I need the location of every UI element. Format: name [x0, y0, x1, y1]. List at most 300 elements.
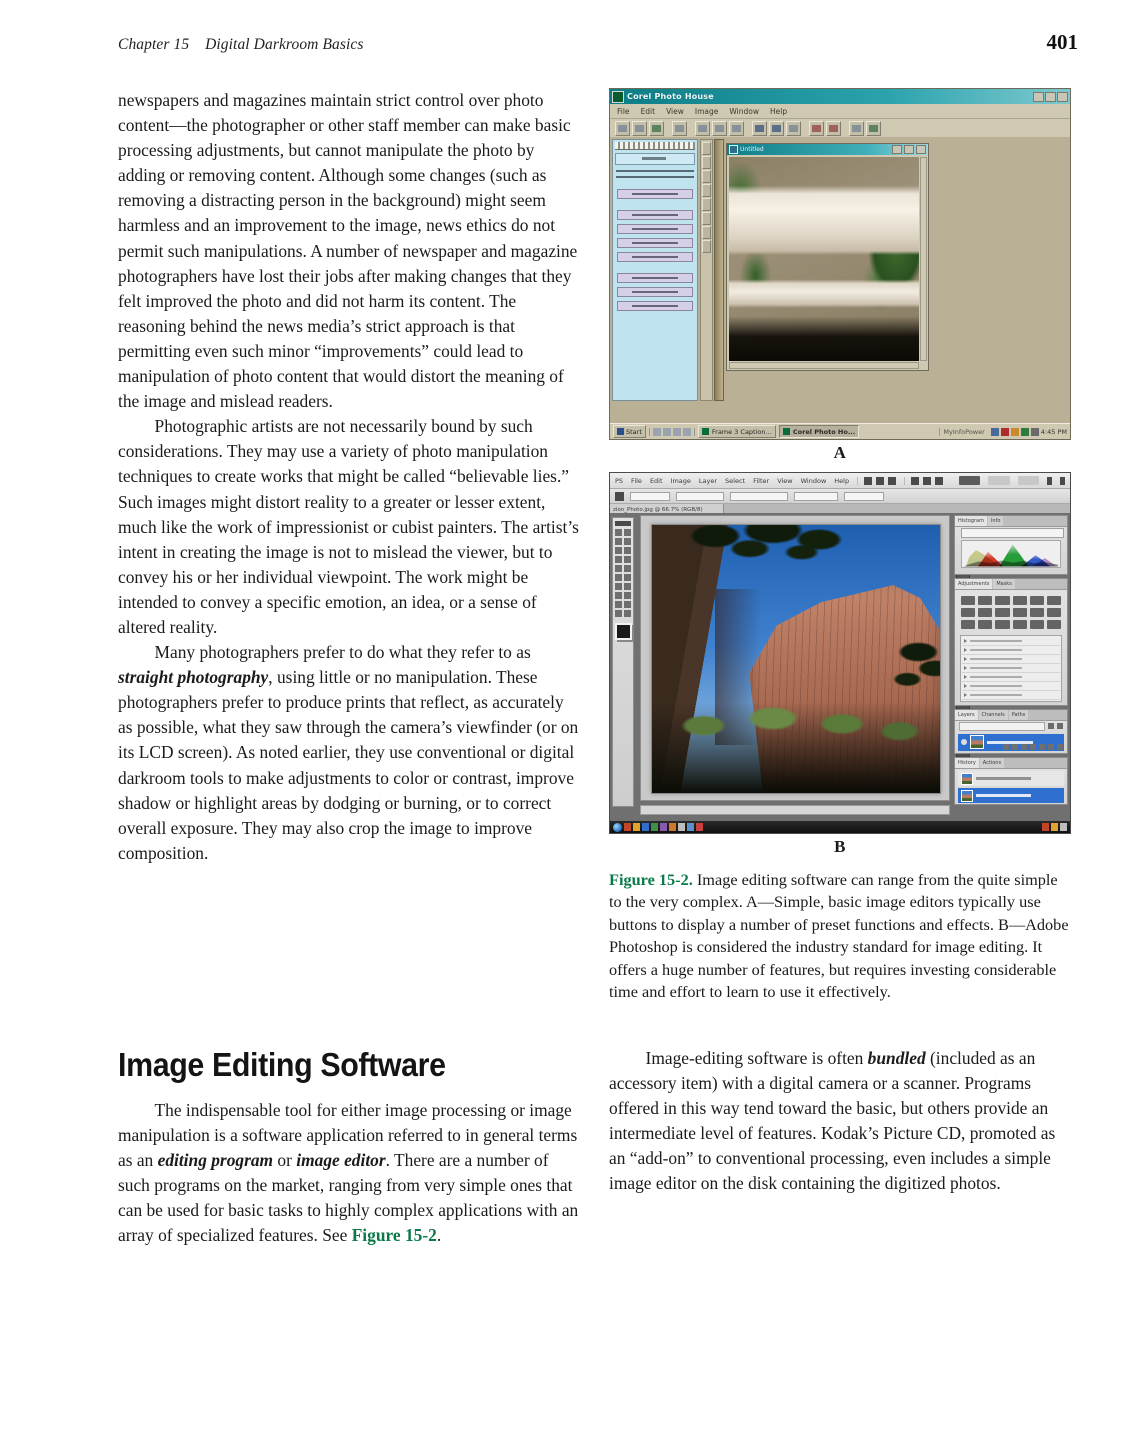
tray-update-icon[interactable]: [1011, 428, 1019, 436]
minimize-button[interactable]: [1033, 92, 1044, 102]
notebook-button-open-an-image[interactable]: [617, 210, 693, 220]
open-file-icon[interactable]: [632, 121, 647, 136]
photoshop-image-canvas[interactable]: [651, 524, 941, 794]
gradient-tool-icon[interactable]: [624, 574, 631, 581]
history-state-name: [976, 794, 1031, 797]
section-left-part-a: The indispensable tool for either image processing or image manipulation is a software application referred to in general terms as an: [118, 1099, 578, 1170]
adjustments-panel: [954, 578, 1068, 706]
notebook-button-save-image-as[interactable]: [617, 273, 693, 283]
save-file-icon[interactable]: [649, 121, 664, 136]
preset-list-item[interactable]: [962, 673, 1060, 682]
quick-launch-ie-icon[interactable]: [653, 428, 661, 436]
invert-icon[interactable]: [1030, 608, 1044, 617]
toolbox-row: [615, 592, 631, 599]
tab-paths[interactable]: Paths: [1009, 710, 1029, 720]
notebook-icon[interactable]: [849, 121, 864, 136]
figure-reference-link[interactable]: Figure 15-2: [351, 1225, 437, 1246]
figure-15-2: [609, 88, 1071, 1003]
running-head: [118, 30, 1078, 56]
paint-icon[interactable]: [826, 121, 841, 136]
notebook-panel-title: [615, 153, 695, 165]
tool-opacity-field[interactable]: [794, 492, 838, 501]
toolbox-row: [615, 547, 631, 554]
history-state-name: [976, 777, 1031, 780]
blend-mode-select[interactable]: [959, 722, 1045, 731]
toolbox-grip[interactable]: [615, 521, 631, 526]
toolbox-row: [615, 583, 631, 590]
history-panel-tabs: [955, 758, 1067, 769]
tab-masks[interactable]: Masks: [993, 579, 1014, 589]
tab-channels[interactable]: Channels: [979, 710, 1008, 720]
eyedropper-tool-icon[interactable]: [624, 547, 631, 554]
taskbar-pinned-icon[interactable]: [669, 823, 676, 831]
preset-list-item[interactable]: [962, 691, 1060, 700]
shape-tool-icon[interactable]: [624, 601, 631, 608]
section-left-part-c: . There are a number of such programs on the market, ranging from very simple ones that can be used for basic tasks to highly complex applications with an array of specialized features. See: [118, 1149, 579, 1246]
hue-saturation-icon[interactable]: [1047, 596, 1061, 605]
menu-file[interactable]: File: [617, 106, 630, 116]
body-column-left: [118, 88, 581, 866]
figure-image-a: [609, 88, 1071, 440]
system-tray: [939, 428, 1067, 436]
path-select-tool-icon[interactable]: [615, 601, 622, 608]
chevron-right-icon: [964, 693, 967, 697]
layers-blend-row: [955, 721, 1067, 732]
corel-toolbar: [610, 119, 1070, 138]
dodge-tool-icon[interactable]: [624, 583, 631, 590]
photoshop-menubar: [610, 473, 1070, 489]
notebook-button-print-image[interactable]: [617, 287, 693, 297]
marquee-tool-icon[interactable]: [624, 529, 631, 536]
preset-label: [970, 649, 1022, 651]
adjustments-icon-grid: [955, 594, 1067, 633]
windows-flag-icon: [617, 428, 624, 435]
history-state-thumbnail: [961, 790, 973, 802]
toolbox-row: [615, 538, 631, 545]
undo-icon[interactable]: [752, 121, 767, 136]
preset-label: [970, 667, 1022, 669]
chevron-right-icon: [964, 639, 967, 643]
child-minimize-button[interactable]: [892, 145, 902, 154]
section-column-right: [609, 1046, 1071, 1197]
photo-tree-canopy: [652, 525, 940, 616]
quick-launch-desktop-icon[interactable]: [673, 428, 681, 436]
taskbar-button-label: Corel Photo Ho...: [792, 427, 856, 436]
tool-flow-field[interactable]: [844, 492, 884, 501]
eyedropper-tool-icon[interactable]: [702, 240, 711, 253]
menu-image[interactable]: Image: [670, 476, 691, 485]
brush-tool-icon[interactable]: [624, 556, 631, 563]
taskbar-pinned-icon[interactable]: [624, 823, 631, 831]
corel-workarea: [610, 137, 1070, 423]
section-right-part-b: (included as an accessory item) with a digital camera or a scanner. Programs offered in this way tend toward the basic, but others provide an intermediate level of features. Kodak’s Picture CD, promoted as an “add-on” to conventional processing, even includes a simple image editor on the disk containing the digitized photos.: [609, 1047, 1056, 1194]
paragraph-2: Photographic artists are not necessarily bound by such considerations. They may use a variety of photo manipulation techniques to create works that might be called “believable lies.” Such images might distort reality to a greater or lesser extent, much like the work of impressionist or cubist painters. The artist’s intent in creating the image is not to mislead the viewer, but to convey his or her individual viewpoint. The work might be intended to convey a specific emotion, an idea, or a sense of altered reality.: [118, 416, 579, 637]
menubar-arrange-controls: [904, 477, 943, 485]
tray-icon[interactable]: [1051, 823, 1058, 831]
taskbar-pinned-icon[interactable]: [687, 823, 694, 831]
child-maximize-button[interactable]: [904, 145, 914, 154]
toolbox-row: [615, 601, 631, 608]
tray-printer-icon[interactable]: [1031, 428, 1039, 436]
corel-image-canvas[interactable]: [729, 157, 919, 361]
history-brush-tool-icon[interactable]: [624, 565, 631, 572]
section-left-part-d: .: [436, 1225, 442, 1246]
clone-tool-icon[interactable]: [702, 226, 711, 239]
zoom-tool-icon[interactable]: [624, 610, 631, 617]
menu-ps[interactable]: PS: [615, 476, 624, 485]
cut-icon[interactable]: [695, 121, 710, 136]
color-lookup-icon[interactable]: [1013, 620, 1027, 629]
zoom-icon[interactable]: [786, 121, 801, 136]
view-extras-icon[interactable]: [876, 477, 884, 485]
taskbar-button-label: Frame 3 Caption...: [711, 427, 772, 436]
adjustments-preset-list: [960, 635, 1062, 702]
histogram-panel: [954, 515, 1068, 575]
menu-select[interactable]: Select: [725, 476, 746, 485]
child-close-button[interactable]: [916, 145, 926, 154]
page-title: Image Editing Software: [118, 1045, 446, 1083]
taskbar-pinned-icon[interactable]: [651, 823, 658, 831]
tab-history[interactable]: History: [955, 758, 979, 768]
tab-info[interactable]: Info: [988, 516, 1003, 526]
color-balance-icon[interactable]: [961, 608, 975, 617]
figure-label-a: A: [833, 443, 847, 462]
tab-adjustments[interactable]: Adjustments: [955, 579, 992, 589]
bridge-icon[interactable]: [864, 477, 872, 485]
channel-mixer-icon[interactable]: [1013, 608, 1027, 617]
workspace-design[interactable]: [1018, 476, 1039, 485]
tool-mode-field[interactable]: [730, 492, 788, 501]
brush-tool-icon[interactable]: [702, 170, 711, 183]
fill-tool-icon[interactable]: [702, 198, 711, 211]
taskbar-button-corel-photo-house[interactable]: [779, 425, 859, 438]
layers-button-row: [959, 743, 1063, 751]
chevron-right-icon: [964, 666, 967, 670]
lasso-tool-icon[interactable]: [615, 538, 622, 545]
text-tool-icon[interactable]: [702, 212, 711, 225]
corel-photo-house-window: [609, 88, 1071, 440]
gradient-map-icon[interactable]: [978, 620, 992, 629]
lock-icon[interactable]: [1057, 723, 1063, 729]
tab-histogram[interactable]: Histogram: [955, 516, 987, 526]
section-paragraph-right: [609, 1046, 1071, 1197]
zoom-level-icon[interactable]: [888, 477, 896, 485]
notebook-button-scan-an-image[interactable]: [617, 224, 693, 234]
figure-column-right: [609, 88, 1071, 1020]
histogram-graph: [961, 540, 1061, 568]
paragraph-1: newspapers and magazines maintain strict control over photo content—the photographer or other staff member can make basic processing adjustments, but cannot manipulate the photo by adding or removing content. Although some changes (such as removing a distracting person in the background) might seem harmless and an improvement to the image, news ethics do not permit such manipulations. A number of newspaper and magazine photographers have lost their jobs after making changes that they felt improved the photo and did not harm its content. The reasoning behind the news media’s strict approach is that permitting even such minor “improvements” could lead to manipulation of photo content that would distort the meaning of the image and mislead readers.: [118, 90, 578, 412]
tray-antivirus-icon[interactable]: [1001, 428, 1009, 436]
figure-caption-body: Image editing software can range from the quite simple to the very complex. A—Simple, basic image editors typically use buttons to display a number of preset functions and effects. B—Adobe Photoshop is considered the industry standard for image editing. It offers a huge number of features, but requires investing considerable time and effort to learn to use it effectively.: [609, 870, 1069, 1002]
workspace-menu-icon[interactable]: [1047, 477, 1052, 485]
history-state-thumbnail: [961, 773, 973, 785]
quick-launch-bar: [649, 428, 695, 436]
exposure-icon[interactable]: [1013, 596, 1027, 605]
tool-style-field[interactable]: [676, 492, 724, 501]
chevron-right-icon: [964, 657, 967, 661]
menu-help[interactable]: Help: [834, 476, 850, 485]
term-editing-program: editing program: [157, 1149, 274, 1170]
menubar-view-controls: [857, 477, 896, 485]
history-panel: [954, 757, 1068, 805]
photoshop-document-statusbar: [640, 805, 950, 815]
close-button[interactable]: [1057, 92, 1068, 102]
notebook-button-make-changes[interactable]: [617, 189, 693, 199]
tab-actions[interactable]: Actions: [980, 758, 1004, 768]
toolbar-separator: [746, 122, 750, 135]
preset-list-item[interactable]: [962, 682, 1060, 691]
preset-list-item[interactable]: [962, 637, 1060, 646]
eraser-tool-icon[interactable]: [702, 184, 711, 197]
toolbar-separator: [689, 122, 693, 135]
posterize-icon[interactable]: [1047, 608, 1061, 617]
corel-vertical-tab-column[interactable]: [714, 139, 724, 401]
paste-icon[interactable]: [729, 121, 744, 136]
corel-window-controls: [1033, 92, 1068, 102]
workspace-essentials[interactable]: [988, 476, 1009, 485]
preset-label: [970, 640, 1022, 642]
adjustments-panel-title: [955, 590, 1067, 594]
menu-image[interactable]: Image: [694, 106, 719, 116]
start-button-label: Start: [626, 427, 642, 436]
threshold-icon[interactable]: [961, 620, 975, 629]
taskbar-app-icon: [783, 428, 790, 435]
photo-foreground-shrubs: [652, 702, 940, 793]
toolbar-separator: [843, 122, 847, 135]
menu-view[interactable]: View: [777, 476, 793, 485]
term-bundled: bundled: [867, 1047, 926, 1068]
toolbox-row: [615, 610, 631, 617]
windows-7-taskbar: [610, 821, 1070, 833]
photoshop-document-window: [640, 515, 950, 801]
notebook-gap: [615, 266, 695, 273]
quick-select-tool-icon[interactable]: [624, 538, 631, 545]
effects-icon[interactable]: [809, 121, 824, 136]
taskbar-button-frame-caption[interactable]: [698, 425, 776, 438]
print-icon[interactable]: [672, 121, 687, 136]
menu-help[interactable]: Help: [769, 106, 788, 116]
notebook-spiral-binding: [615, 142, 695, 150]
histogram-channel-row: [955, 527, 1067, 539]
screen-mode-icon[interactable]: [935, 477, 943, 485]
move-tool-icon[interactable]: [615, 529, 622, 536]
menu-filter[interactable]: Filter: [753, 476, 770, 485]
help-icon[interactable]: [866, 121, 881, 136]
tray-network-icon[interactable]: [991, 428, 999, 436]
tray-clock[interactable]: [1060, 823, 1067, 831]
notebook-prompt-text: [616, 168, 694, 183]
photoshop-panel-dock: [954, 515, 1068, 805]
menu-window[interactable]: Window: [729, 106, 759, 116]
new-group-icon[interactable]: [1039, 744, 1045, 750]
layers-panel: [954, 709, 1068, 754]
toolbox-row: [615, 556, 631, 563]
toolbox-row: [615, 574, 631, 581]
paragraph-3-part-a: Many photographers prefer to do what they refer to as: [154, 642, 531, 663]
layers-panel-tabs: [955, 710, 1067, 721]
add-mask-icon[interactable]: [1021, 744, 1027, 750]
chevron-right-icon: [964, 684, 967, 688]
healing-brush-tool-icon[interactable]: [615, 556, 622, 563]
taskbar-pinned-icon[interactable]: [660, 823, 667, 831]
section-column-left: [118, 1046, 581, 1249]
copy-icon[interactable]: [712, 121, 727, 136]
menu-file[interactable]: File: [631, 476, 642, 485]
preset-list-item[interactable]: [962, 655, 1060, 664]
child-window-icon: [729, 145, 738, 154]
new-adjustment-layer-icon[interactable]: [1030, 744, 1036, 750]
clone-stamp-tool-icon[interactable]: [615, 565, 622, 572]
crop-tool-icon[interactable]: [615, 547, 622, 554]
figure-caption: [609, 869, 1071, 1003]
adjustment-extra-icon[interactable]: [1030, 620, 1044, 629]
corel-tool-strip: [700, 139, 713, 401]
pen-tool-icon[interactable]: [615, 592, 622, 599]
workspace-switcher[interactable]: [959, 476, 980, 485]
adobe-photoshop-window: [609, 472, 1071, 834]
figure-label-b: B: [834, 837, 846, 856]
taskbar-pinned-icon[interactable]: [642, 823, 649, 831]
link-layers-icon[interactable]: [1003, 744, 1009, 750]
menu-view[interactable]: View: [666, 106, 684, 116]
chevron-right-icon: [964, 648, 967, 652]
redo-icon[interactable]: [769, 121, 784, 136]
tray-product-label: MyInfoPower: [943, 427, 985, 436]
adjustment-extra-icon[interactable]: [1047, 620, 1061, 629]
preset-label: [970, 658, 1022, 660]
opacity-stepper-icon[interactable]: [1048, 723, 1054, 729]
history-state-row-selected[interactable]: [958, 788, 1064, 803]
hand-tool-icon[interactable]: [615, 610, 622, 617]
crop-tool-icon[interactable]: [702, 156, 711, 169]
quick-launch-media-icon[interactable]: [683, 428, 691, 436]
levels-icon[interactable]: [978, 596, 992, 605]
menu-edit[interactable]: Edit: [640, 106, 656, 116]
corel-titlebar: [610, 89, 1070, 104]
section-right-part-a: Image-editing software is often: [645, 1047, 868, 1068]
vibrance-icon[interactable]: [1030, 596, 1044, 605]
document-tab[interactable]: zion_Photo.jpg @ 66.7% (RGB/8): [610, 504, 724, 515]
curves-icon[interactable]: [995, 596, 1009, 605]
blur-tool-icon[interactable]: [615, 583, 622, 590]
menu-window[interactable]: Window: [800, 476, 827, 485]
paragraph-3-part-b: , using little or no manipulation. These photographers prefer to produce prints that reflect, as accurately as possible, what they saw through the camera’s viewfinder (or on its LCD screen). As noted earlier, they use conventional or digital darkroom tools to make adjustments to color or contrast, improve shadow or highlight areas by dodging or burning, or to correct overall exposure. They may also crop the image to improve composition.: [118, 667, 579, 863]
corel-notebook-panel: [612, 139, 698, 401]
term-straight-photography: straight photography: [118, 667, 269, 688]
corel-app-icon: [612, 91, 624, 103]
new-file-icon[interactable]: [615, 121, 630, 136]
child-vertical-scrollbar[interactable]: [920, 157, 927, 361]
arrange-documents-icon[interactable]: [923, 477, 931, 485]
menu-edit[interactable]: Edit: [649, 476, 663, 485]
tab-layers[interactable]: Layers: [955, 710, 978, 720]
section-paragraph-left: [118, 1098, 581, 1249]
tray-volume-icon[interactable]: [1021, 428, 1029, 436]
toolbar-separator: [666, 122, 670, 135]
toolbox-row: [615, 565, 631, 572]
garden-bench-photo: [729, 157, 919, 361]
histogram-panel-tabs: [955, 516, 1067, 527]
black-white-icon[interactable]: [978, 608, 992, 617]
corel-menubar: [610, 104, 1070, 119]
history-state-row[interactable]: [958, 771, 1064, 786]
start-button[interactable]: [613, 425, 646, 438]
toolbox-row: [615, 529, 631, 536]
taskbar-clock: 4:45 PM: [1040, 427, 1067, 436]
top-region: [118, 88, 1078, 1020]
preset-label: [970, 676, 1022, 678]
child-window-titlebar: [727, 144, 928, 155]
notebook-button-exit-photo-house[interactable]: [617, 301, 693, 311]
child-horizontal-scrollbar[interactable]: [729, 362, 919, 369]
paragraph-3: [118, 640, 581, 866]
selective-color-icon[interactable]: [995, 620, 1009, 629]
windows-taskbar: [610, 423, 1070, 439]
cs-live-icon[interactable]: [1060, 477, 1065, 485]
term-image-editor: image editor: [296, 1149, 386, 1170]
quick-launch-mail-icon[interactable]: [663, 428, 671, 436]
figure-image-b: [609, 472, 1071, 834]
layer-style-icon[interactable]: [1012, 744, 1018, 750]
preset-list-item[interactable]: [962, 664, 1060, 673]
photo-filter-icon[interactable]: [995, 608, 1009, 617]
rotate-view-icon[interactable]: [911, 477, 919, 485]
photoshop-options-bar: [610, 489, 1070, 504]
zion-cliff-photo: [652, 525, 940, 793]
pointer-tool-icon[interactable]: [702, 142, 711, 155]
delete-layer-icon[interactable]: [1057, 744, 1063, 750]
histogram-green-curve: [999, 544, 1028, 566]
menu-layer[interactable]: Layer: [698, 476, 718, 485]
page-number: 401: [1046, 30, 1078, 54]
page-body: [118, 88, 1078, 1248]
figure-caption-head: Figure 15-2.: [609, 870, 693, 889]
active-tool-icon[interactable]: [615, 492, 624, 501]
preset-list-item[interactable]: [962, 646, 1060, 655]
photoshop-stage: [610, 513, 1070, 821]
eraser-tool-icon[interactable]: [615, 574, 622, 581]
taskbar-app-icon: [702, 428, 709, 435]
preset-label: [970, 685, 1022, 687]
notebook-gap: [615, 203, 695, 210]
start-orb-icon[interactable]: [613, 823, 622, 832]
preset-label: [970, 694, 1022, 696]
foreground-background-color-swatch[interactable]: [615, 623, 632, 640]
tool-preset-field[interactable]: [630, 492, 670, 501]
type-tool-icon[interactable]: [624, 592, 631, 599]
bottom-region: [118, 1046, 1078, 1249]
tray-icon[interactable]: [1042, 823, 1049, 831]
section-left-part-b: or: [273, 1149, 297, 1170]
brightness-contrast-icon[interactable]: [961, 596, 975, 605]
notebook-button-start-a-new-image[interactable]: [617, 238, 693, 248]
maximize-button[interactable]: [1045, 92, 1056, 102]
notebook-button-find-a-photo-image[interactable]: [617, 252, 693, 262]
taskbar-pinned-icon[interactable]: [633, 823, 640, 831]
new-layer-icon[interactable]: [1048, 744, 1054, 750]
histogram-channel-select[interactable]: [961, 528, 1064, 538]
taskbar-pinned-icon[interactable]: [696, 823, 703, 831]
photoshop-toolbox: [612, 517, 634, 807]
chapter-title: Chapter 15 Digital Darkroom Basics: [118, 36, 364, 53]
chevron-right-icon: [964, 675, 967, 679]
corel-image-child-window: [726, 143, 929, 371]
child-window-title: Untitled: [740, 146, 764, 153]
corel-title-text: Corel Photo House: [627, 92, 714, 101]
adjustments-panel-tabs: [955, 579, 1067, 590]
toolbar-separator: [803, 122, 807, 135]
taskbar-pinned-icon[interactable]: [678, 823, 685, 831]
